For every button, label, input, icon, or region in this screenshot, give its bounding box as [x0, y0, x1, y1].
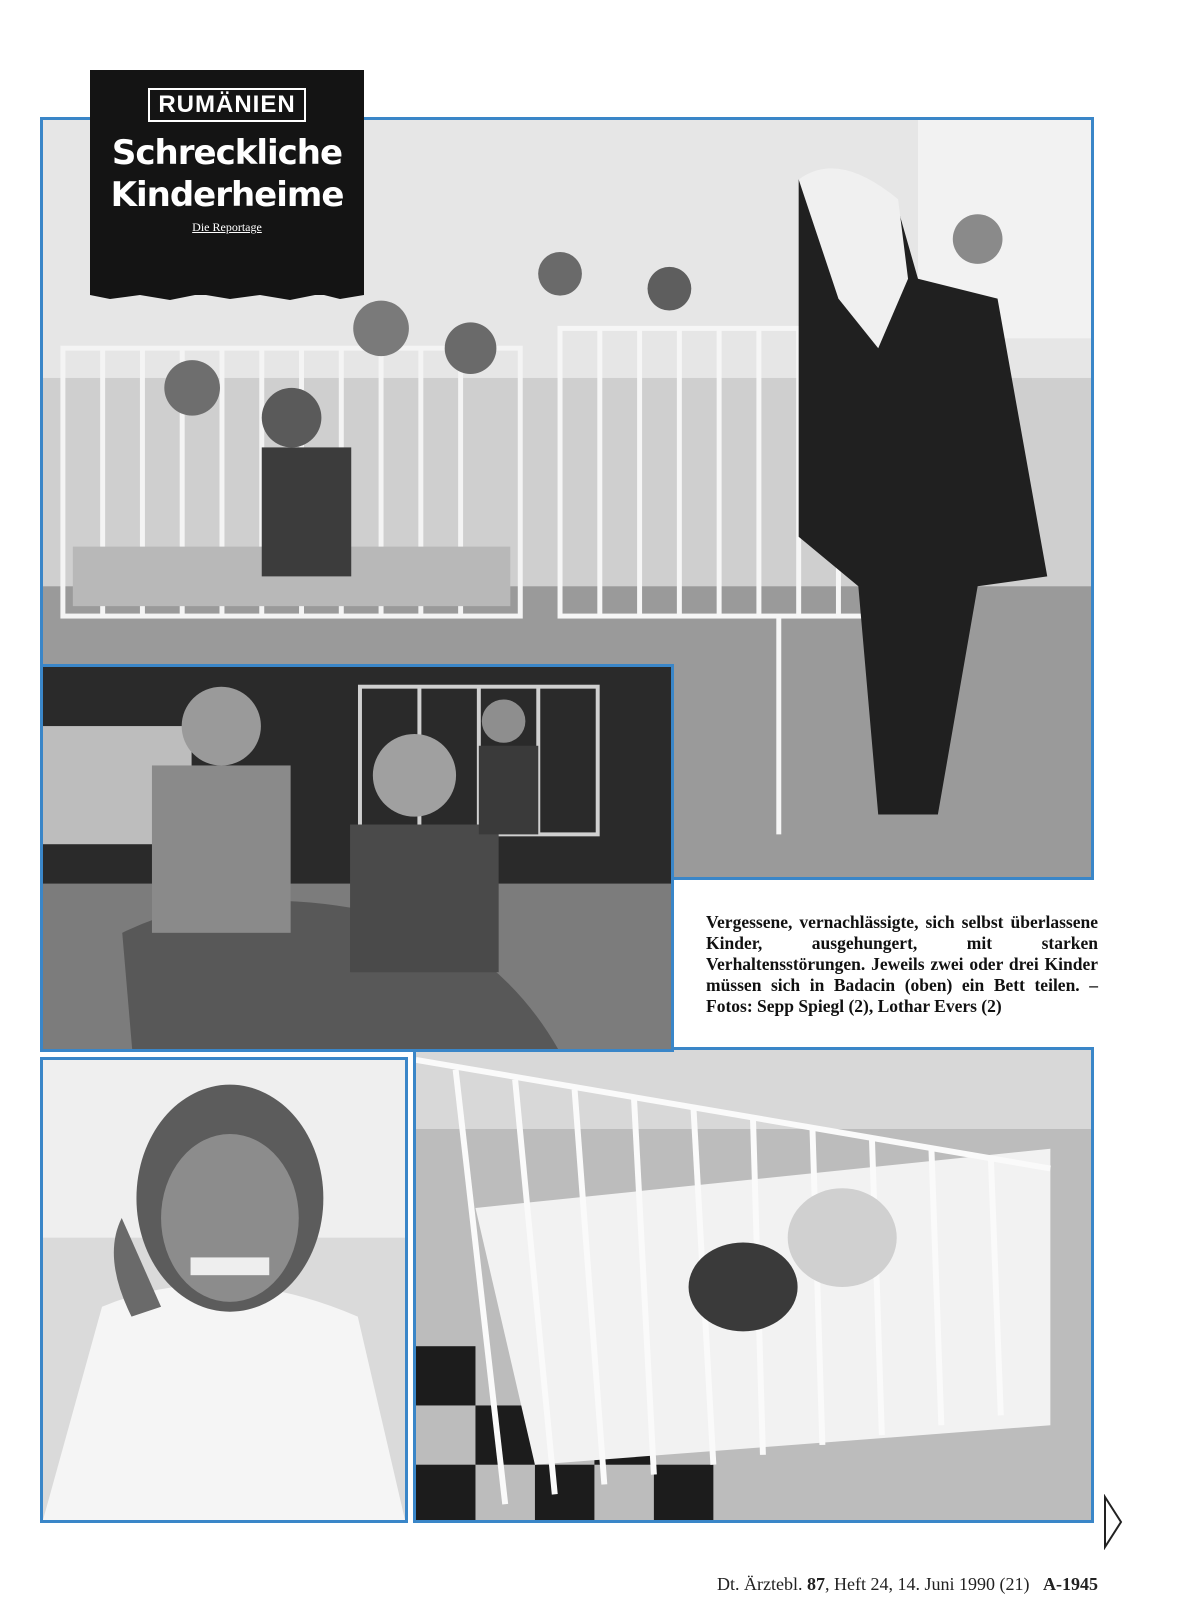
journal-name: Dt. Ärztebl.	[717, 1574, 803, 1594]
journal-volume: 87	[807, 1574, 826, 1594]
issue-info: , Heft 24, 14. Juni 1990 (21)	[825, 1574, 1030, 1594]
reportage-label: Die Reportage	[192, 220, 262, 234]
section-stamp	[90, 70, 364, 295]
headline-line-1: Schreckliche	[111, 133, 343, 173]
triangle-right-icon	[1102, 1494, 1124, 1550]
photo-caption: Vergessene, vernachlässigte, sich selbst überlassene Kinder, ausgehungert, mit starken Verhaltensstörungen. Jeweils zwei oder drei Kinder müssen sich in Badacin (oben) ein Bett teilen. – Fotos: Sepp Spiegl (2), Lothar Evers (2)	[706, 912, 1098, 1016]
photo-sleeping-children	[413, 1047, 1094, 1523]
headline-line-2: Kinderheime	[110, 175, 344, 215]
photo-three-children	[40, 664, 674, 1052]
photo-crying-child	[40, 1057, 408, 1523]
section-kicker: RUMÄNIEN	[148, 88, 305, 122]
page-footer	[717, 1574, 1098, 1595]
torn-edge	[90, 291, 364, 301]
headline	[90, 132, 364, 216]
page-number: A-1945	[1043, 1574, 1098, 1594]
